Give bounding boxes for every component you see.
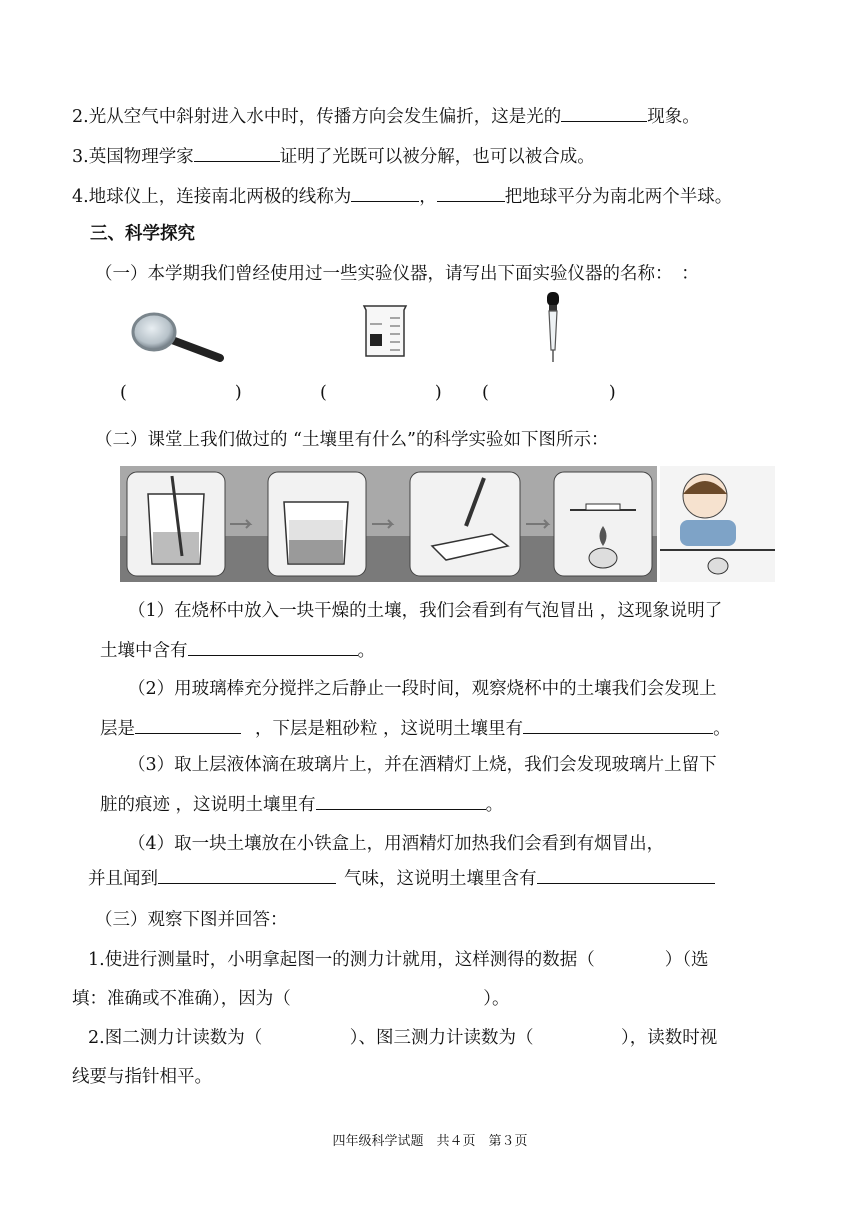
part-2-q1-line1: （1）在烧杯中放入一块干燥的土壤，我们会看到有气泡冒出 ，这现象说明了 [128,601,723,621]
part-3-q2-line2: 线要与指针相平。 [72,1067,212,1087]
answer-paren-2[interactable]: ( ) [320,383,442,403]
question-4 [72,183,732,209]
question-2-suffix: 现象。 [647,107,700,127]
answer-paren-1[interactable]: ( ) [120,383,242,403]
question-3 [72,143,595,169]
question-3-text: 3.英国物理学家 [72,147,194,167]
magnifying-glass-image [130,312,225,364]
part-2-q4-line2: 并且闻到 气味，这说明土壤里含有 [88,865,715,891]
part-2-q3-line2: 脏的痕迹 ，这说明土壤里有 。 [100,791,503,817]
question-2-text: 2.光从空气中斜射进入水中时，传播方向会发生偏折，这是光的 [72,107,562,127]
answer-blank[interactable] [351,183,419,202]
part-2-prompt: （二）课堂上我们做过的 “土壤里有什么”的科学实验如下图所示： [95,430,609,450]
part-2-q4-line1: （4）取一块土壤放在小铁盒上，用酒精灯加热我们会看到有烟冒出， [128,834,665,854]
answer-blank[interactable] [316,791,486,810]
answer-blank[interactable] [561,103,647,122]
beaker-image [360,302,410,360]
answer-paren-3[interactable]: ( ) [482,383,616,403]
dropper-image [538,290,568,366]
answer-blank[interactable] [194,143,280,162]
question-3-suffix: 证明了光既可以被分解，也可以被合成。 [279,147,595,167]
part-2-q2-line1: （2）用玻璃棒充分搅拌之后静止一段时间，观察烧杯中的土壤我们会发现上 [128,679,717,699]
answer-blank[interactable] [158,865,336,884]
page-footer: 四年级科学试题 共４页 第３页 [332,1134,528,1149]
part-2-q1-line2: 土壤中含有 。 [100,637,375,663]
part-3-q2-line1: 2.图二测力计读数为（ ）、图三测力计读数为（ ），读数时视 [88,1028,718,1048]
question-4-comma: ， [419,187,437,207]
part-2-q2-line2: 层是 ，下层是粗砂粒 ，这说明土壤里有 。 [100,715,731,741]
question-4-suffix: 把地球平分为南北两个半球。 [504,187,733,207]
question-4-text: 4.地球仪上，连接南北两极的线称为 [72,187,352,207]
part-3-prompt: （三）观察下图并回答： [95,910,288,930]
part-3-q1-line2: 填：准确或不准确），因为（ ）。 [72,989,510,1009]
part-2-q3-line1: （3）取上层液体滴在玻璃片上，并在酒精灯上烧，我们会发现玻璃片上留下 [128,755,717,775]
section-heading: 三、科学探究 [90,224,195,244]
answer-blank[interactable] [437,183,505,202]
part-1-prompt: （一）本学期我们曾经使用过一些实验仪器，请写出下面实验仪器的名称： ： [95,264,699,284]
question-2 [72,103,700,129]
soil-experiment-image [120,466,775,582]
answer-blank[interactable] [523,715,713,734]
answer-blank[interactable] [537,865,715,884]
answer-blank[interactable] [188,637,358,656]
part-3-q1-line1: 1.使进行测量时，小明拿起图一的测力计就用，这样测得的数据（ ）（选 [88,950,709,970]
answer-blank[interactable] [135,715,241,734]
